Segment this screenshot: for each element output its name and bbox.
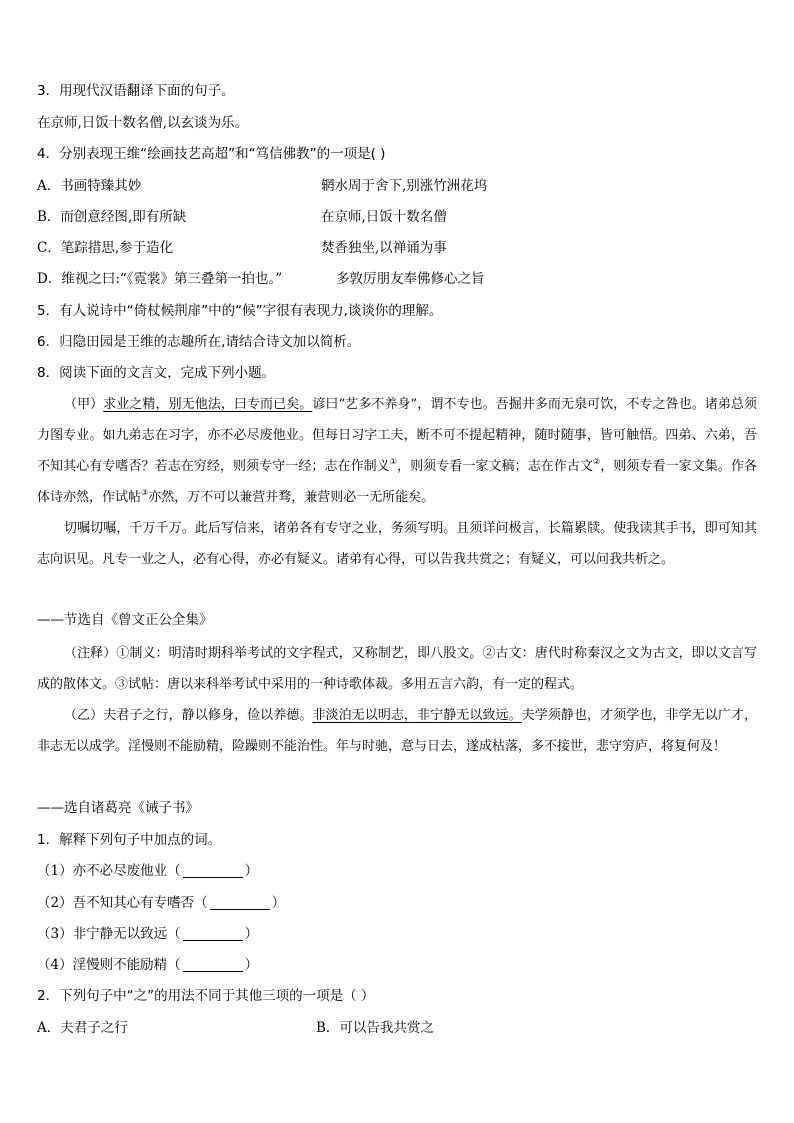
passage-jia-underline: 求业之精，别无他法，曰专而已矣。 [103, 397, 313, 412]
answer-blank-1[interactable] [183, 864, 243, 878]
question-6: 6．归隐田园是王维的志趣所在,请结合诗文加以简析。 [37, 334, 361, 350]
question-3-sentence: 在京师,日饭十数名僧,以玄谈为乐。 [37, 115, 249, 131]
question-5: 5．有人说诗中“倚杖候荆扉”中的“候”字很有表现力,谈谈你的理解。 [37, 303, 443, 319]
passage-yi-underline: 非淡泊无以明志，非宁静无以致远。 [312, 708, 522, 723]
sub-question-2-option-b: B．可以告我共赏之 [316, 1020, 434, 1036]
option-a-left: A．书画特臻其妙 [37, 178, 142, 194]
annotation-note: （注释）①制义：明清时期科举考试的文字程式，又称制艺，即八股文。②古文：唐代时称秦汉之文为古文，即以文言写成的散体文。③试帖：唐以来科举考试中采用的一种诗歌体裁。多用五言六韵，有一定的程式。 [37, 646, 757, 692]
footnote-3-mark: ③ [141, 488, 149, 497]
sub-question-1-item-1 [37, 862, 258, 880]
sub-question-1-item-3 [37, 925, 258, 943]
sub-question-2-title: 2．下列句子中“之”的用法不同于其他三项的一项是（ ） [37, 988, 375, 1004]
item-3-end: ） [244, 926, 259, 942]
question-4-title: 4．分别表现王维“绘画技艺高超”和“笃信佛教”的一项是( ) [37, 146, 386, 162]
passage-yi-text-1: （乙）夫君子之行，静以修身，俭以养德。 [64, 708, 313, 723]
source-1: ——节选自《曾文正公全集》 [37, 612, 213, 628]
sub-question-2-option-a: A．夫君子之行 [37, 1020, 128, 1036]
question-3-title: 3．用现代汉语翻译下面的句子。 [37, 83, 235, 99]
item-2-end: ） [271, 895, 286, 911]
passage-jia-paragraph-2: 切嘱切嘱，千万千万。此后写信来，诸弟各有专守之业，务须写明。且须详问极言，长篇累牍。使我读其手书，即可知其志向识见。凡专一业之人，必有心得，亦必有疑义。诸弟有心得，可以告我共赏之；有疑义，可以问我共析之。 [37, 521, 757, 567]
footnote-1-mark: ① [389, 457, 398, 466]
option-b-right: 在京师,日饭十数名僧 [321, 209, 447, 225]
answer-blank-4[interactable] [183, 958, 243, 972]
passage-yi-text-2: 夫学须静也，才须学也，非学无以广才，非志无以成学。淫慢则不能励精，险躁则不能治性。年与时驰，意与日去，遂成枯落，多不接世，悲守穷庐，将复何及！ [37, 708, 757, 754]
item-1-text: （1）亦不必尽废他业（ [37, 863, 181, 879]
question-8-title: 8．阅读下面的文言文，完成下列小题。 [37, 365, 276, 381]
passage-jia-text-4: 亦然，万不可以兼营并骛，兼营则必一无所能矣。 [148, 490, 435, 505]
item-4-text: （4）淫慢则不能励精（ [37, 957, 181, 973]
passage-jia-text-1: 谚曰“艺多不养身”，谓不专也。吾掘井多而无泉可饮，不专之咎也。诸弟总须力图专业。如九弟志在习字，亦不必尽废他业。但每日习字工夫，断不可不提起精神，随时随事，皆可触悟。四弟、六弟，吾不知其心有专嗜否？若志在穷经，则须专守一经；志在作制义 [37, 397, 757, 474]
footnote-2-mark: ② [593, 457, 601, 466]
sub-question-1-item-4 [37, 956, 258, 974]
item-3-text: （3）非宁静无以致远（ [37, 926, 181, 942]
option-c-right: 焚香独坐,以禅诵为事 [321, 240, 447, 256]
answer-blank-3[interactable] [183, 927, 243, 941]
passage-yi [37, 700, 757, 762]
item-1-end: ） [244, 863, 259, 879]
sub-question-1-item-2 [37, 894, 285, 912]
option-d-right: 多敦厉朋友奉佛修心之旨 [336, 271, 485, 287]
option-c-left: C．笔踪措思,参于造化 [37, 240, 174, 256]
passage-jia-text-3: ，则须专看一家文集。作各体诗亦然，作试帖 [37, 459, 758, 505]
sub-question-1-title: 1．解释下列句子中加点的词。 [37, 832, 222, 848]
item-2-text: （2）吾不知其心有专嗜否（ [37, 895, 208, 911]
answer-blank-2[interactable] [210, 896, 270, 910]
option-b-left: B．而创意经图,即有所缺 [37, 209, 187, 225]
option-d-left: D．维视之曰:“《霓裳》第三叠第一拍也。” [37, 271, 283, 287]
passage-jia [37, 389, 757, 513]
item-4-end: ） [244, 957, 259, 973]
source-2: ——选自诸葛亮《诫子书》 [37, 800, 199, 816]
option-a-right: 辋水周于舍下,别涨竹洲花坞 [321, 178, 488, 194]
passage-jia-text-2: ，则须专看一家文稿；志在作古文 [397, 459, 594, 474]
passage-jia-label: （甲） [64, 397, 104, 412]
